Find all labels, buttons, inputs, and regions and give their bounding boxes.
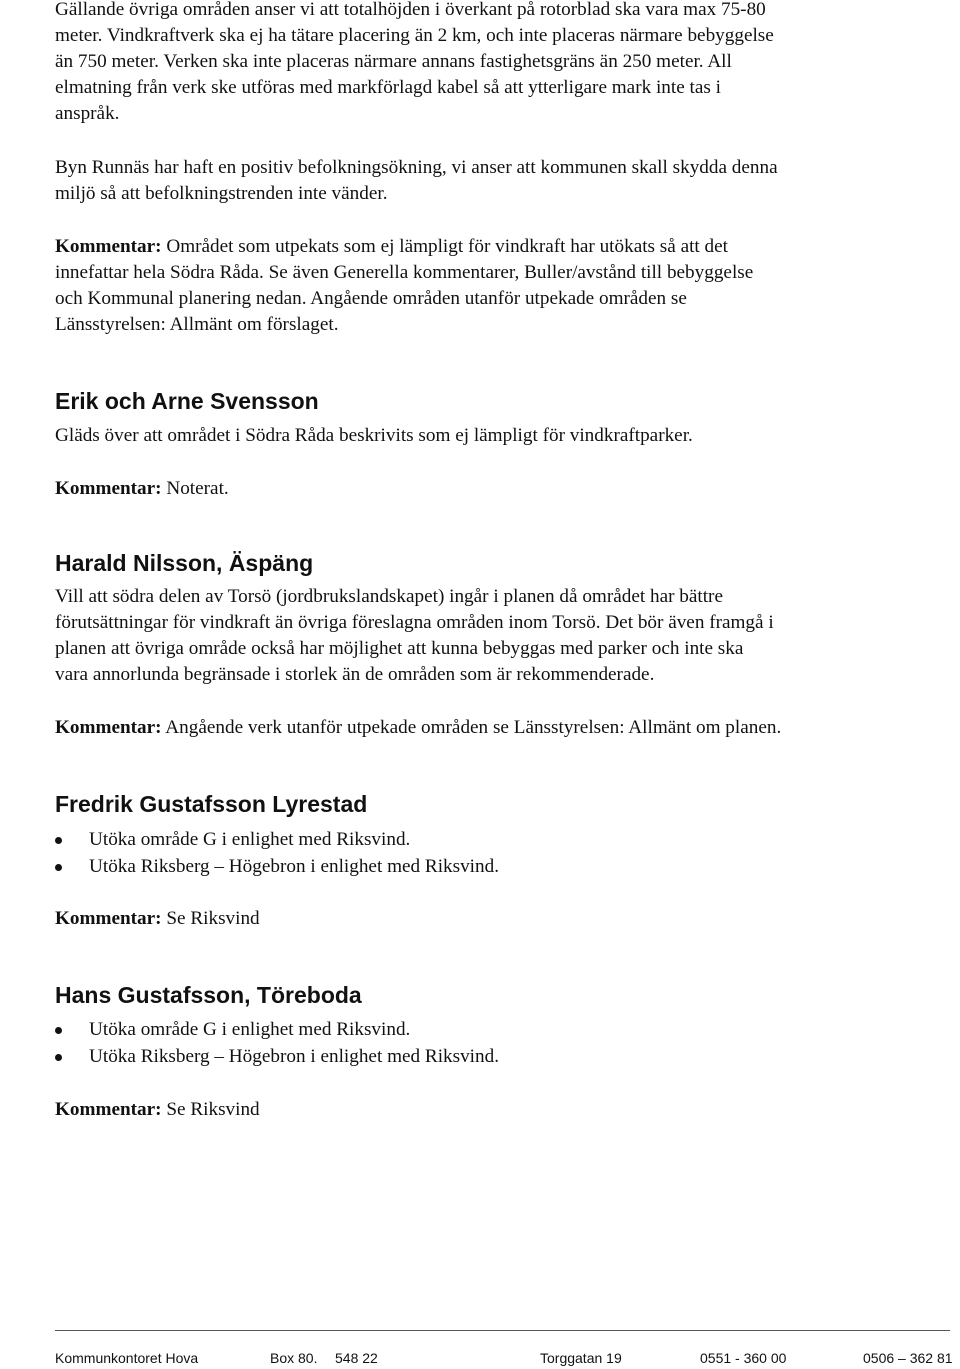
footer-address: Torggatan 19 [540, 1350, 622, 1366]
comment-text: Se Riksvind [161, 908, 260, 929]
text-line: meter. Vindkraftverk ska ej ha tätare placering än 2 km, och inte placeras närmare bebyggelse [55, 25, 774, 46]
harald-comment [55, 715, 935, 741]
comment-text: Noterat. [161, 478, 229, 499]
text-line [55, 476, 935, 502]
erik-paragraph [55, 423, 935, 449]
text-line [55, 234, 935, 260]
text-line: Byn Runnäs har haft en positiv befolkningsökning, vi anser att kommunen skall skydda denna [55, 157, 778, 178]
section-heading-fredrik: Fredrik Gustafsson Lyrestad [55, 791, 368, 817]
text-line [55, 715, 935, 741]
text-line [55, 906, 935, 932]
section-heading-erik: Erik och Arne Svensson [55, 388, 319, 414]
harald-paragraph [55, 584, 935, 688]
text-line: miljö så att befolkningstrenden inte vänder. [55, 183, 388, 204]
list-item-text: Utöka område G i enlighet med Riksvind. [89, 1019, 411, 1040]
text-line: Vill att södra delen av Torsö (jordbrukslandskapet) ingår i planen då området har bättre [55, 586, 723, 607]
bullet-icon [55, 837, 62, 844]
intro-paragraph [55, 0, 935, 127]
text-line: Länsstyrelsen: Allmänt om förslaget. [55, 314, 339, 335]
comment-text: Se Riksvind [161, 1099, 260, 1120]
comment-label: Kommentar: [55, 717, 162, 738]
text-line: Gällande övriga områden anser vi att totalhöjden i överkant på rotorblad ska vara max 75-80 [55, 0, 766, 20]
comment-label: Kommentar: [55, 236, 162, 257]
list-item-text: Utöka område G i enlighet med Riksvind. [89, 829, 411, 850]
runnas-paragraph [55, 155, 935, 207]
footer-office: Kommunkontoret Hova [55, 1350, 199, 1366]
section-heading-hans: Hans Gustafsson, Töreboda [55, 982, 362, 1008]
text-line [55, 1097, 935, 1123]
comment-paragraph [55, 234, 935, 338]
text-line: planen att övriga område också har möjlighet att kunna bebyggas med parker och inte ska [55, 638, 744, 659]
footer-fax: 0506 – 362 81 [863, 1350, 953, 1366]
bullet-icon [55, 1027, 62, 1034]
list-item-text: Utöka Riksberg – Högebron i enlighet med Riksvind. [89, 856, 500, 877]
hans-comment [55, 1097, 935, 1123]
comment-text: Området som utpekats som ej lämpligt för vindkraft har utökats så att det [161, 236, 728, 257]
text-line: och Kommunal planering nedan. Angående områden utanför utpekade områden se [55, 288, 687, 309]
section-heading-harald: Harald Nilsson, Äspäng [55, 550, 314, 576]
list-item-text: Utöka Riksberg – Högebron i enlighet med Riksvind. [89, 1046, 500, 1067]
text-line: elmatning från verk ske utföras med markförlagd kabel så att ytterligare mark inte tas i [55, 77, 721, 98]
text-line: Gläds över att området i Södra Råda beskrivits som ej lämpligt för vindkraftparker. [55, 425, 693, 446]
footer-divider [55, 1330, 950, 1331]
text-line: innefattar hela Södra Råda. Se även Generella kommentarer, Buller/avstånd till bebyggelse [55, 262, 754, 283]
footer-box: Box 80. [270, 1350, 318, 1366]
fredrik-comment [55, 906, 935, 932]
comment-text: Angående verk utanför utpekade områden se Länsstyrelsen: Allmänt om planen. [161, 717, 782, 738]
comment-label: Kommentar: [55, 908, 162, 929]
footer-postcode: 548 22 [335, 1350, 378, 1366]
bullet-icon [55, 1054, 62, 1061]
comment-label: Kommentar: [55, 478, 162, 499]
text-line: vara annorlunda begränsade i storlek än de områden som är rekommenderade. [55, 664, 655, 685]
text-line: anspråk. [55, 103, 120, 124]
bullet-icon [55, 864, 62, 871]
footer-phone: 0551 - 360 00 [700, 1350, 787, 1366]
erik-comment [55, 476, 935, 502]
text-line: förutsättningar för vindkraft än övriga föreslagna områden inom Torsö. Det bör även framgå i [55, 612, 774, 633]
text-line: än 750 meter. Verken ska inte placeras närmare annans fastighetsgräns än 250 meter. All [55, 51, 732, 72]
comment-label: Kommentar: [55, 1099, 162, 1120]
